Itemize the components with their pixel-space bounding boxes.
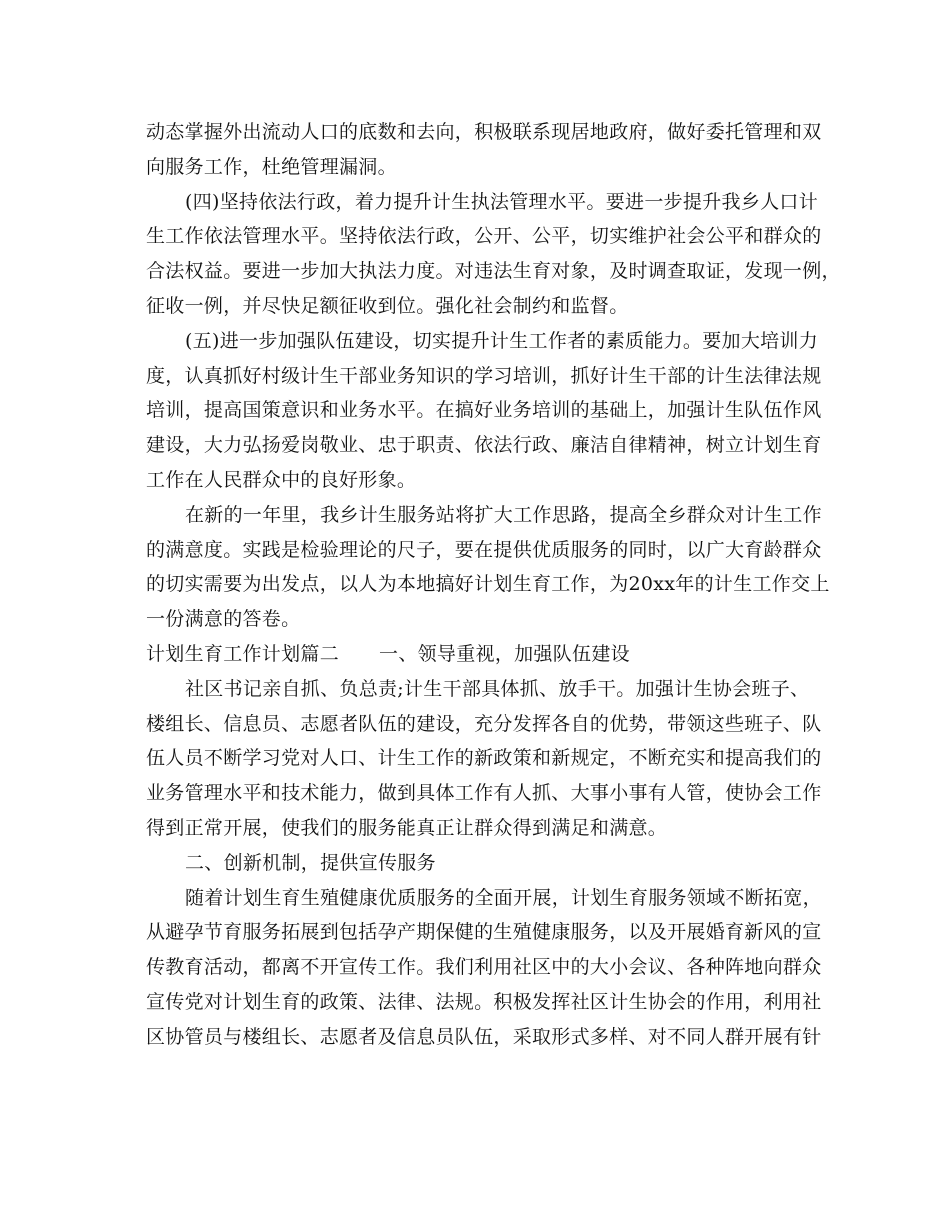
paragraph-line: 向服务工作，杜绝管理漏洞。 [146,155,397,178]
paragraph-line: 业务管理水平和技术能力，做到具体工作有人抓、大事小事有人管，使协会工作 [146,782,822,805]
paragraph-line: 的切实需要为出发点，以人为本地搞好计划生育工作，为20xx年的计生工作交上 [146,573,830,596]
document-body [146,115,841,1055]
section-subtitle: 一、领导重视，加强队伍建设 [379,642,630,665]
paragraph-line: (五)进一步加强队伍建设，切实提升计生工作者的素质能力。要加大培训力 [185,329,819,352]
paragraph-line: 合法权益。要进一步加大执法力度。对违法生育对象，及时调查取证，发现一例， [146,260,841,283]
paragraph-line: 工作在人民群众中的良好形象。 [146,468,417,491]
paragraph-line: (四)坚持依法行政，着力提升计生执法管理水平。要进一步提升我乡人口计 [185,190,819,213]
section-title: 计划生育工作计划篇二 [146,642,340,665]
subsection-heading: 二、创新机制，提供宣传服务 [185,851,436,874]
paragraph-line: 随着计划生育生殖健康优质服务的全面开展，计划生育服务领域不断拓宽， [185,886,822,909]
paragraph-line: 的满意度。实践是检验理论的尺子，要在提供优质服务的同时，以广大育龄群众 [146,538,822,561]
paragraph-line: 度，认真抓好村级计生干部业务知识的学习培训，抓好计生干部的计生法律法规 [146,364,822,387]
paragraph-line: 生工作依法管理水平。坚持依法行政，公开、公平，切实维护社会公平和群众的 [146,225,822,248]
paragraph-line: 培训，提高国策意识和业务水平。在搞好业务培训的基础上，加强计生队伍作风 [146,399,822,422]
paragraph-line: 区协管员与楼组长、志愿者及信息员队伍，采取形式多样、对不同人群开展有针 [146,1025,822,1048]
paragraph-line: 一份满意的答卷。 [146,608,301,631]
paragraph-line: 传教育活动，都离不开宣传工作。我们利用社区中的大小会议、各种阵地向群众 [146,956,822,979]
paragraph-line: 宣传党对计划生育的政策、法律、法规。积极发挥社区计生协会的作用，利用社 [146,990,822,1013]
paragraph-line: 伍人员不断学习党对人口、计生工作的新政策和新规定，不断充实和提高我们的 [146,747,822,770]
paragraph-line: 在新的一年里，我乡计生服务站将扩大工作思路，提高全乡群众对计生工作 [185,503,822,526]
section-heading [146,637,806,672]
paragraph-line: 社区书记亲自抓、负总责;计生干部具体抓、放手干。加强计生协会班子、 [185,677,810,700]
paragraph-line: 建设，大力弘扬爱岗敬业、忠于职责、依法行政、廉洁自律精神，树立计划生育 [146,434,822,457]
paragraph-line: 动态掌握外出流动人口的底数和去向，积极联系现居地政府，做好委托管理和双 [146,121,822,143]
paragraph-line: 征收一例，并尽快足额征收到位。强化社会制约和监督。 [146,294,629,317]
paragraph-line: 从避孕节育服务拓展到包括孕产期保健的生殖健康服务，以及开展婚育新风的宣 [146,921,822,944]
paragraph-line: 楼组长、信息员、志愿者队伍的建设，充分发挥各自的优势，带领这些班子、队 [146,712,822,735]
paragraph-line: 得到正常开展，使我们的服务能真正让群众得到满足和满意。 [146,816,668,839]
